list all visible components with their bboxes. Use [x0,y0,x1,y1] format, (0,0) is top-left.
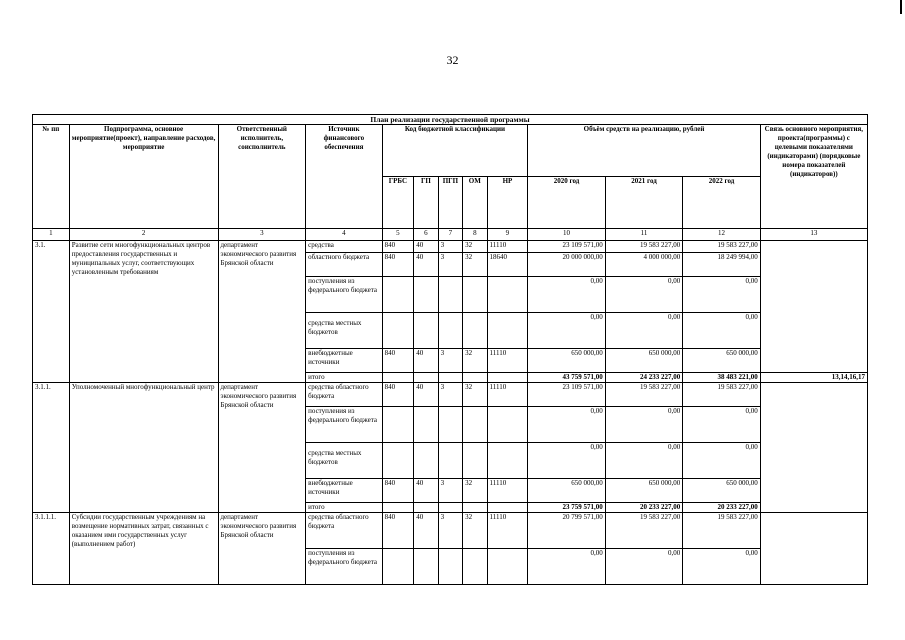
cell-2021: 650 000,00 [605,479,682,503]
cell-2022: 19 583 227,00 [683,383,760,407]
cell-grbs: 840 [382,513,414,549]
cell-2022: 0,00 [683,277,760,313]
header-volume: Объём средств на реализацию, рублей [528,125,760,177]
cell-2021: 19 583 227,00 [605,513,682,549]
col-number: 8 [463,229,487,241]
cell-2020: 23 759 571,00 [528,503,605,513]
cell-om: 32 [463,253,487,277]
header-subprogram: Подпрограмма, основное мероприятие(проект), направление расходов, мероприятие [69,125,218,229]
cell-2020: 650 000,00 [528,479,605,503]
header-2020: 2020 год [528,177,605,229]
cell-2020: 20 000 000,00 [528,253,605,277]
col-number: 10 [528,229,605,241]
col-number: 12 [683,229,760,241]
header-responsible: Ответственный исполнитель, соисполнитель [218,125,306,229]
cell-link [760,383,867,513]
cell-2020: 20 799 571,00 [528,513,605,549]
cell-2022: 19 583 227,00 [683,513,760,549]
cell-om: 32 [463,513,487,549]
column-number-row [33,229,868,241]
cell-2021: 0,00 [605,443,682,479]
cell-2022: 0,00 [683,313,760,349]
col-number: 2 [69,229,218,241]
header-gp: ГП [414,177,438,229]
col-number: 11 [605,229,682,241]
cell-2021: 19 583 227,00 [605,241,682,253]
col-number: 5 [382,229,414,241]
cell-2020: 650 000,00 [528,349,605,373]
cell-pgp: 3 [438,513,462,549]
row-source: внебюджетные источники [306,479,382,503]
row-num: 3.1.1. [33,383,70,513]
header-2021: 2021 год [605,177,682,229]
cell-nr: 11110 [487,513,528,549]
table-row [33,513,868,549]
cell-gp: 40 [414,479,438,503]
cell-om: 32 [463,479,487,503]
header-num: № пп [33,125,70,229]
header-source: Источник финансового обеспечения [306,125,382,229]
cell-pgp: 3 [438,349,462,373]
cell-gp: 40 [414,349,438,373]
row-source: средства местных бюджетов [306,443,382,479]
cell-link [760,513,867,585]
cell-2021: 19 583 227,00 [605,383,682,407]
cell-2022: 19 583 227,00 [683,241,760,253]
row-source: поступления из федерального бюджета [306,407,382,443]
col-number: 1 [33,229,70,241]
row-source: средства местных бюджетов [306,313,382,349]
row-source: средства [306,241,382,253]
cell-nr: 18640 [487,253,528,277]
header-pgp: ПГП [438,177,462,229]
cell-2020: 0,00 [528,277,605,313]
cell-2020: 0,00 [528,313,605,349]
row-source: поступления из федерального бюджета [306,277,382,313]
cell-2022: 20 233 227,00 [683,503,760,513]
cell-om: 32 [463,241,487,253]
cell-pgp: 3 [438,241,462,253]
row-responsible: департамент экономического развития Брянской области [218,383,306,513]
cell-2021: 0,00 [605,313,682,349]
row-num: 3.1.1.1. [33,513,70,585]
row-source: итого [306,373,382,383]
header-om: ОМ [463,177,487,229]
cell-2021: 4 000 000,00 [605,253,682,277]
header-grbs: ГРБС [382,177,414,229]
row-responsible: департамент экономического развития Брянской области [218,513,306,585]
cell-2020: 43 759 571,00 [528,373,605,383]
cell-grbs: 840 [382,241,414,253]
cell-nr: 11110 [487,349,528,373]
header-2022: 2022 год [683,177,760,229]
cell-link: 13,14,16,17 [760,373,867,383]
cell-2022: 18 249 994,00 [683,253,760,277]
cell-gp: 40 [414,253,438,277]
scan-edge-mark [900,0,902,14]
cell-2022: 0,00 [683,443,760,479]
header-nr: НР [487,177,528,229]
cell-pgp: 3 [438,479,462,503]
page-number: 32 [446,53,459,67]
row-num: 3.1. [33,241,70,383]
cell-2020: 0,00 [528,443,605,479]
row-source: средства областного бюджета [306,383,382,407]
col-number: 4 [306,229,382,241]
col-number: 3 [218,229,306,241]
cell-2020: 23 109 571,00 [528,241,605,253]
cell-link [760,241,867,373]
header-link: Связь основного мероприятия, проекта(программы) с целевыми показателями (индикаторами) (порядковые номера показателей (индикаторов)) [760,125,867,229]
cell-2022: 650 000,00 [683,479,760,503]
col-number: 13 [760,229,867,241]
row-responsible: департамент экономического развития Брянской области [218,241,306,383]
row-source: итого [306,503,382,513]
header-budget-code: Код бюджетной классификации [382,125,528,177]
cell-grbs: 840 [382,349,414,373]
cell-gp: 40 [414,383,438,407]
row-name: Развитие сети многофункциональных центров предоставления государственных и муниципальных услуг, соответствующих установленным требованиям [69,241,218,383]
cell-2022: 0,00 [683,407,760,443]
row-name: Субсидии государственным учреждениям на возмещение нормативных затрат, связанных с оказанием ими государственных услуг (выполнением работ) [69,513,218,585]
col-number: 6 [414,229,438,241]
cell-om: 32 [463,383,487,407]
cell-grbs: 840 [382,479,414,503]
cell-2021: 0,00 [605,407,682,443]
cell-gp: 40 [414,513,438,549]
row-source: поступления из федерального бюджета [306,549,382,585]
cell-2022: 650 000,00 [683,349,760,373]
cell-2020: 0,00 [528,549,605,585]
table-row [33,383,868,407]
plan-table [32,114,868,585]
row-source: средства областного бюджета [306,513,382,549]
cell-pgp: 3 [438,383,462,407]
cell-nr: 11110 [487,241,528,253]
cell-2021: 20 233 227,00 [605,503,682,513]
cell-2021: 650 000,00 [605,349,682,373]
row-source: областного бюджета [306,253,382,277]
table-title: План реализации государственной программы [33,115,868,125]
table-row [33,241,868,253]
cell-2021: 24 233 227,00 [605,373,682,383]
row-name: Уполномоченный многофункциональный центр [69,383,218,513]
cell-2022: 0,00 [683,549,760,585]
col-number: 7 [438,229,462,241]
cell-grbs: 840 [382,383,414,407]
cell-nr: 11110 [487,383,528,407]
cell-grbs: 840 [382,253,414,277]
row-source: внебюджетные источники [306,349,382,373]
cell-2020: 23 109 571,00 [528,383,605,407]
cell-pgp: 3 [438,253,462,277]
cell-2022: 38 483 221,00 [683,373,760,383]
cell-2021: 0,00 [605,549,682,585]
cell-gp: 40 [414,241,438,253]
cell-nr: 11110 [487,479,528,503]
cell-2020: 0,00 [528,407,605,443]
col-number: 9 [487,229,528,241]
cell-2021: 0,00 [605,277,682,313]
cell-om: 32 [463,349,487,373]
